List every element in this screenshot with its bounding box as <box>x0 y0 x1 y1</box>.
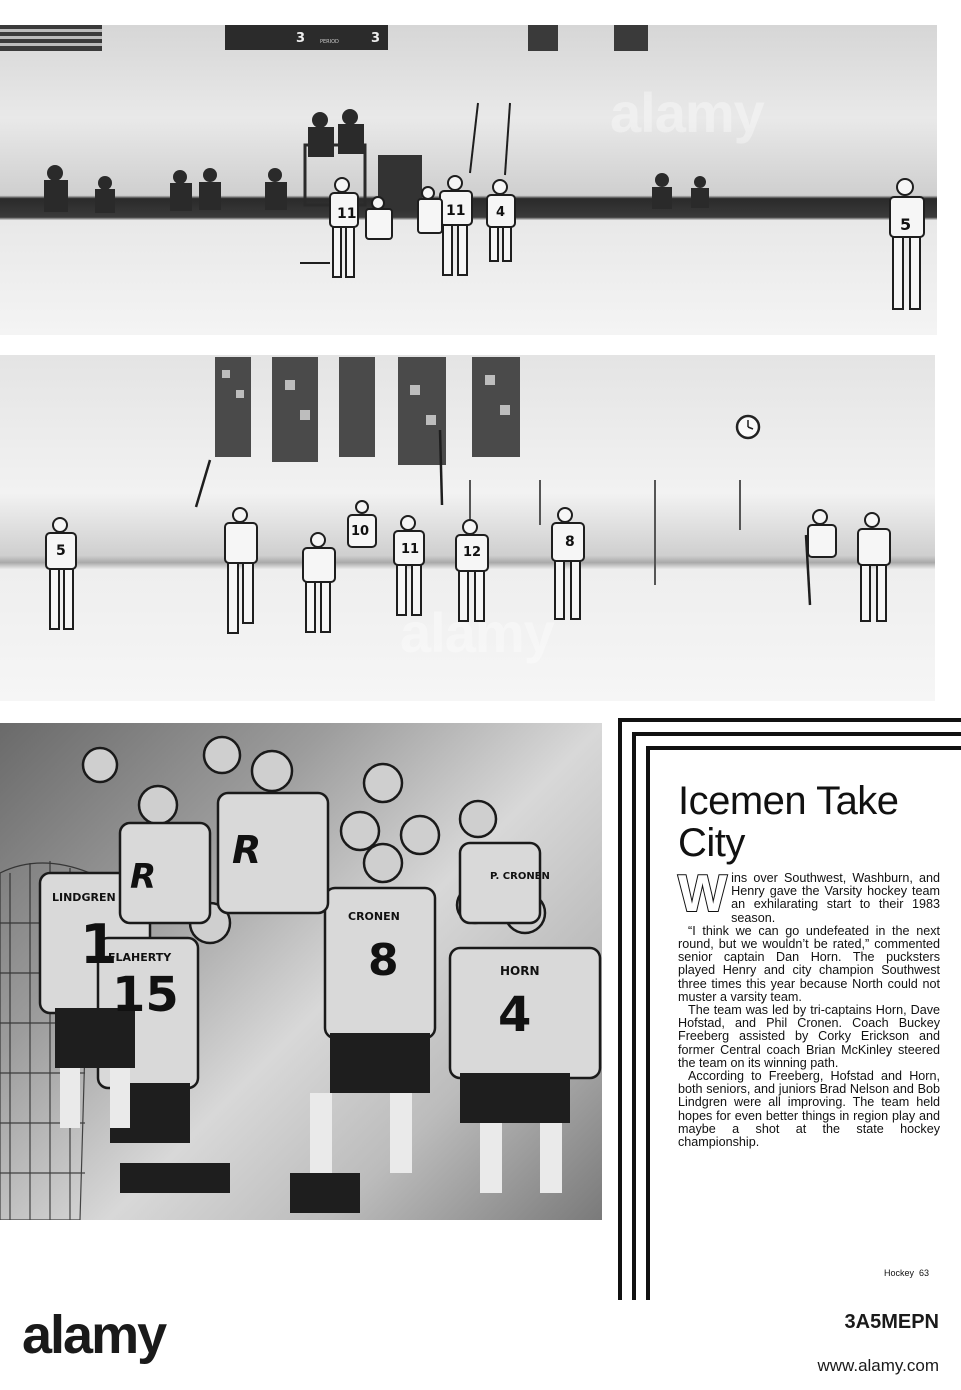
jersey-number: 4 <box>496 205 506 220</box>
jersey-number: 5 <box>900 215 912 234</box>
jersey-number: 11 <box>446 203 466 219</box>
jersey-number: 5 <box>56 543 66 559</box>
article <box>678 780 940 1149</box>
photo-team-huddle-art <box>0 723 602 1220</box>
jersey-number: 4 <box>498 987 532 1043</box>
jersey-number: 8 <box>565 534 575 550</box>
jersey-name: CRONEN <box>348 910 400 923</box>
stock-image-id: 3A5MEPN <box>844 1311 939 1333</box>
jersey-name: HORN <box>500 964 540 978</box>
watermark: alamy <box>400 601 554 664</box>
scoreboard-period: PERIOD <box>320 39 339 45</box>
jersey-number: 15 <box>112 967 179 1023</box>
jersey-number: 8 <box>368 935 399 986</box>
jersey-number: 11 <box>337 206 357 222</box>
article-paragraph: ins over Southwest, Washburn, and Henry gave the Varsity hockey team an exhilarating start to their 1983 season. <box>731 871 940 925</box>
article-paragraph: According to Freeberg, Hofstad and Horn, both seniors, and juniors Brad Nelson and Bob Lindgren were all improving. The team held hopes for even better things in region play and maybe a shot at the state hockey championship. <box>678 1069 940 1150</box>
footer-section: Hockey <box>884 1268 915 1278</box>
jersey-letter: R <box>130 857 157 897</box>
jersey-name: P. CRONEN <box>490 871 550 882</box>
jersey-number: 1 <box>80 913 118 976</box>
article-headline: Icemen Take City <box>678 779 899 865</box>
stock-logo: alamy <box>22 1305 166 1365</box>
jersey-number: 12 <box>463 545 482 560</box>
jersey-name: FLAHERTY <box>108 951 172 964</box>
watermark: alamy <box>610 81 764 144</box>
photo-team-huddle <box>0 723 602 1220</box>
photo-celebration <box>0 25 937 335</box>
stock-url: www.alamy.com <box>817 1356 939 1375</box>
jersey-number: 11 <box>401 542 420 557</box>
article-paragraph: “I think we can go undefeated in the next round, but we wouldn’t be rated,” commented senior captain Dan Horn. The pucksters played Henry and city champion Southwest three times this year because North could not muster a varsity team. <box>678 923 940 1004</box>
article-body <box>678 865 940 1150</box>
scoreboard-home: 3 <box>296 31 306 46</box>
jersey-number: 10 <box>351 524 370 539</box>
photo-celebration-art <box>0 25 937 335</box>
scoreboard-away: 3 <box>371 31 381 46</box>
article-paragraph: The team was led by tri-captains Horn, Dave Hofstad, and Phil Cronen. Coach Buckey Freeberg assisted by Corky Erickson and former Central coach Brian McKinley steered the team on its winning path. <box>678 1003 940 1070</box>
page-footer <box>884 1268 929 1278</box>
drop-cap: W <box>678 865 728 923</box>
photo-game-action-art <box>0 355 935 701</box>
jersey-name: LINDGREN <box>52 891 116 904</box>
jersey-letter: R <box>232 828 262 872</box>
page-number: 63 <box>919 1268 930 1278</box>
photo-game-action <box>0 355 935 701</box>
